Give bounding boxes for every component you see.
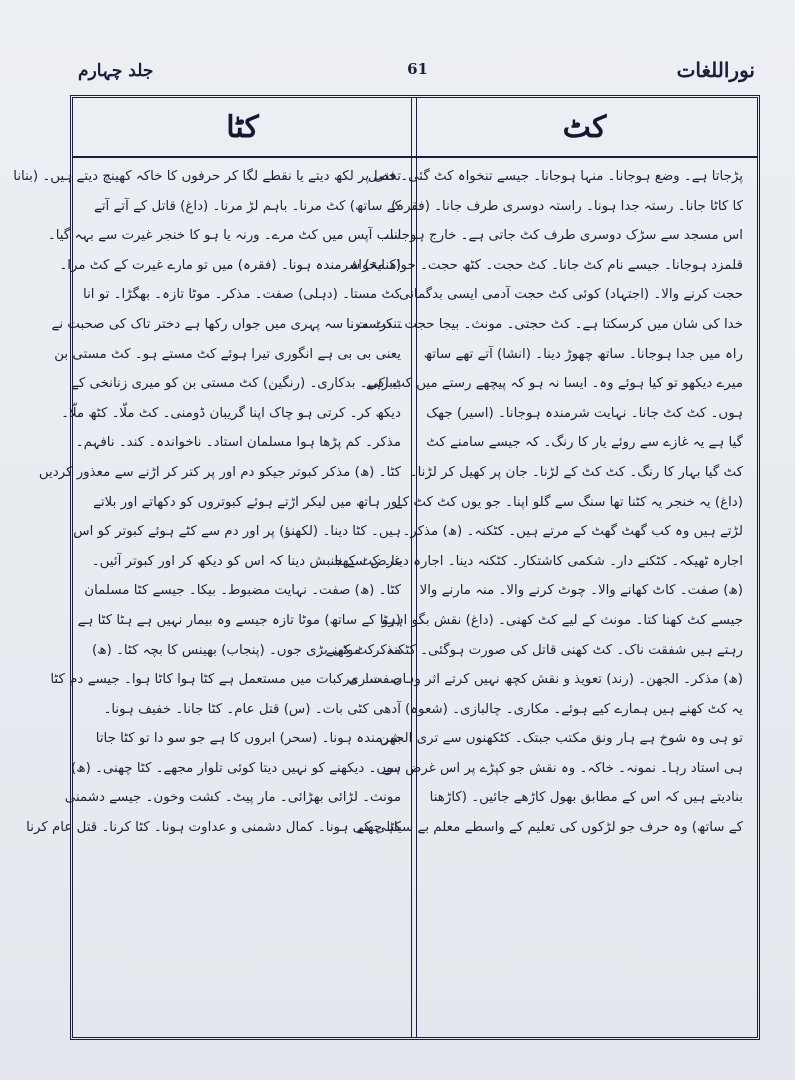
- text-line: بنادیتے ہیں کہ اس کے مطابق بھول کاڑھے جائیں۔ (کاڑھنا: [429, 790, 743, 806]
- text-line: میرے دیکھو تو کیا ہوئے وہ۔ ایسا نہ ہو کہ پیچھے رستے میں کٹ رہے: [366, 376, 743, 392]
- text-line: اور ہاتھ میں لیکر اڑتے ہوئے کبوتروں کو دکھاتے اور بلاتے: [93, 494, 401, 510]
- text-line: خدا کی شان میں کرسکتا ہے۔ کٹ حجتی۔ مونث۔ بیجا حجت۔ کٹ مرنا: [346, 316, 743, 332]
- text-line: اجارہ ٹھیکہ۔ کٹکنے دار۔ شکمی کاشتکار۔ کٹکنہ دینا۔ اجارہ دینا۔ کٹ کھنا: [334, 553, 743, 569]
- text-line: جیسے کٹ کھنا کتا۔ مونث کے لیے کٹ کھنی۔ (داغ) نقش بگو اہرو: [381, 612, 743, 628]
- text-line: مذکر۔ کم پڑھا ہوا مسلمان استاد۔ ناخواندہ۔ کند۔ نافہم۔: [75, 435, 401, 451]
- text-line: کٹا۔ (ھ) مذکر کبوتر جیکو دم اور پر کتر کر اڑنے سے معذور کردیں: [38, 464, 401, 480]
- text-line: حجت کرنے والا۔ (اجتہاد) کوئی کٹ حجت آدمی ایسی بدگمانی: [399, 287, 743, 303]
- running-title: نوراللغات: [676, 58, 755, 82]
- text-line: راہ میں جدا ہوجانا۔ ساتھ چھوڑ دینا۔ (انشا) آتے تھے ساتھ: [423, 346, 743, 362]
- headword-right: کٹ: [412, 98, 757, 158]
- text-line: تو ہی وہ شوخ ہے ہار ونق مکتب جبتک۔ کٹکھنوں سے تری الجھن: [379, 731, 743, 747]
- text-line: کا کاٹا جانا۔ رستہ جدا ہونا۔ راستہ دوسری طرف جانا۔ (فقرہ): [391, 198, 743, 214]
- text-line: کٹ مستا۔ (دہلی) صفت۔ مذکر۔ موٹا تازہ۔ بھگڑا۔ تو انا: [82, 287, 401, 303]
- text-line: اس مسجد سے سڑک دوسری طرف کٹ جاتی ہے۔ خارج ہوجانا۔: [381, 228, 743, 244]
- text-line: (داغ) یہ خنجر یہ کٹنا تھا سنگ سے گلو اپنا۔ جو یوں کٹ کٹ کے: [394, 494, 743, 510]
- text-line: (ھ) مذکر۔ الجھن۔ (رند) تعویذ و نقش کچھ نہیں کرتے اثر وہاں۔ ساری: [348, 672, 743, 688]
- text-line: غرض سے جنبش دینا کہ اس کو دیکھ کر اور کبوتر آئیں۔: [91, 553, 401, 569]
- page-number: 61: [407, 60, 428, 78]
- text-line: تندرست۔ سہ پہری میں جواں رکھا ہے دختر تاک کی صحبت نے: [51, 316, 401, 332]
- text-line: لڑتے ہیں وہ کب گھٹ گھٹ کے مرتے ہیں۔ کٹکنہ۔ (ھ) مذکر۔: [402, 524, 743, 540]
- text-line: ہوں۔ دیکھنے کو نہیں دیتا کوئی تلوار مجھے۔ کٹا چھنی۔ (ھ): [71, 760, 401, 776]
- text-line: (ہٹا کے ساتھ) موٹا تازہ جیسے وہ بیمار نہیں ہے ہٹا کٹا ہے: [77, 612, 401, 628]
- text-line: مذکر۔ موٹی بڑی جوں۔ (پنجاب) بھینس کا بچہ کٹا۔ (ھ): [92, 642, 401, 658]
- text-line: یعنی بی بی ہے انگوری تیرا ہوئے کٹ مستے ہو۔ کٹ مستی بن: [54, 346, 401, 362]
- text-line: کٹا۔ (ھ) صفت۔ نہایت مضبوط۔ بیکا۔ جیسے کٹا مسلمان: [84, 583, 401, 599]
- text-line: کے ساتھ) کٹ مرنا۔ باہم لڑ مرنا۔ (داغ) قاتل کے آتے آتے: [93, 198, 401, 214]
- text-line: صفت۔ مرکبات میں مستعمل ہے کٹا ہوا کاٹا ہوا۔ جیسے دم کٹا: [50, 672, 401, 688]
- text-line: مونث۔ لڑائی بھڑائی۔ مار پیٹ۔ کشت وخون۔ جیسے دشمنی: [64, 790, 401, 806]
- text-line: کٹ گیا بہار کا رنگ۔ کٹ کٹ کے لڑنا۔ جان پر کھیل کر لڑنا۔: [409, 464, 743, 480]
- text-line: دیکھ کر۔ کرتی ہو چاک اپنا گریبان ڈومنی۔ کٹ ملّا۔ کٹھ ملّا۔: [61, 405, 401, 421]
- text-line: شرمندہ ہونا۔ (سحر) ابروں کا ہے جو سو دا تو کٹا جاتا: [95, 731, 401, 747]
- text-line: (ھ) صفت۔ کاٹ کھانے والا۔ چوٹ کرنے والا۔ منہ مارنے والا: [419, 583, 743, 599]
- text-line: ہوں۔ کٹ کٹ جانا۔ نہایت شرمندہ ہوجانا۔ (اسیر) جھک: [426, 405, 743, 421]
- column-right-text: [325, 162, 743, 1027]
- text-line: گیا ہے یہ غازے سے روئے یار کا رنگ۔ کہ جیسے سامنے کٹ: [426, 435, 743, 451]
- text-line: یہ کٹ کھنے ہیں ہمارے کیے ہوئے۔ مکاری۔ چالبازی۔ (شعوہ): [404, 701, 743, 717]
- text-line: (کنایۃ) شرمندہ ہونا۔ (فقرہ) میں تو مارے غیرت کے کٹ مرا۔: [59, 257, 401, 273]
- page-header: [70, 58, 765, 88]
- text-line: بیباکی۔ بدکاری۔ (رنگین) کٹ مستی بن کو میری زنانخی کے: [70, 376, 401, 392]
- text-line: کے ساتھ) وہ حرف جو لڑکوں کی تعلیم کے واسطے معلم بے سیاہی کے: [356, 820, 743, 836]
- text-line: ہیں۔ کٹا دینا۔ (لکھنؤ) پر اور دم سے کٹے ہوئے کبوتر کو اس: [73, 524, 401, 540]
- headword-left: کٹا: [73, 98, 412, 158]
- text-line: آدھی کٹی بات۔ (س) قتل عام۔ کٹا جانا۔ خفیف ہونا۔: [103, 701, 401, 717]
- text-line: رہتے ہیں شفقت ناک۔ کٹ کھنی قاتل کی صورت ہوگئی۔ کٹکنہ۔ کٹ کھنے: [325, 642, 743, 658]
- text-line: قلمزد ہوجانا۔ جیسے نام کٹ جانا۔ کٹ حجت۔ کٹھ حجت۔ خواہ مخواہ: [350, 257, 743, 273]
- text-line: ہی استاد رہا۔ نمونہ۔ خاکہ۔ وہ نقش جو کپڑے پر اس غرض سے: [381, 760, 743, 776]
- text-line: کٹا چھنی ہونا۔ کمال دشمنی و عداوت ہونا۔ کٹا کرنا۔ قتل عام کرنا: [26, 820, 401, 836]
- text-line: پڑجاتا ہے۔ وضع ہوجانا۔ منہا ہوجانا۔ جیسے تنخواہ کٹ گئی۔ فصل: [367, 169, 743, 184]
- volume-label: جلد چہارم: [78, 61, 154, 81]
- column-left-text: [13, 162, 401, 1027]
- page-frame: [13, 95, 760, 1040]
- text-line: سب آپس میں کٹ مرے۔ ورنہ یا ہو کا خنجر غیرت سے بہہ گیا۔: [47, 228, 401, 244]
- text-line: تختی پر لکھ دیتے یا نقطے لگا کر حرفوں کا خاکہ کھینچ دیتے ہیں۔ (بنانا: [13, 169, 401, 184]
